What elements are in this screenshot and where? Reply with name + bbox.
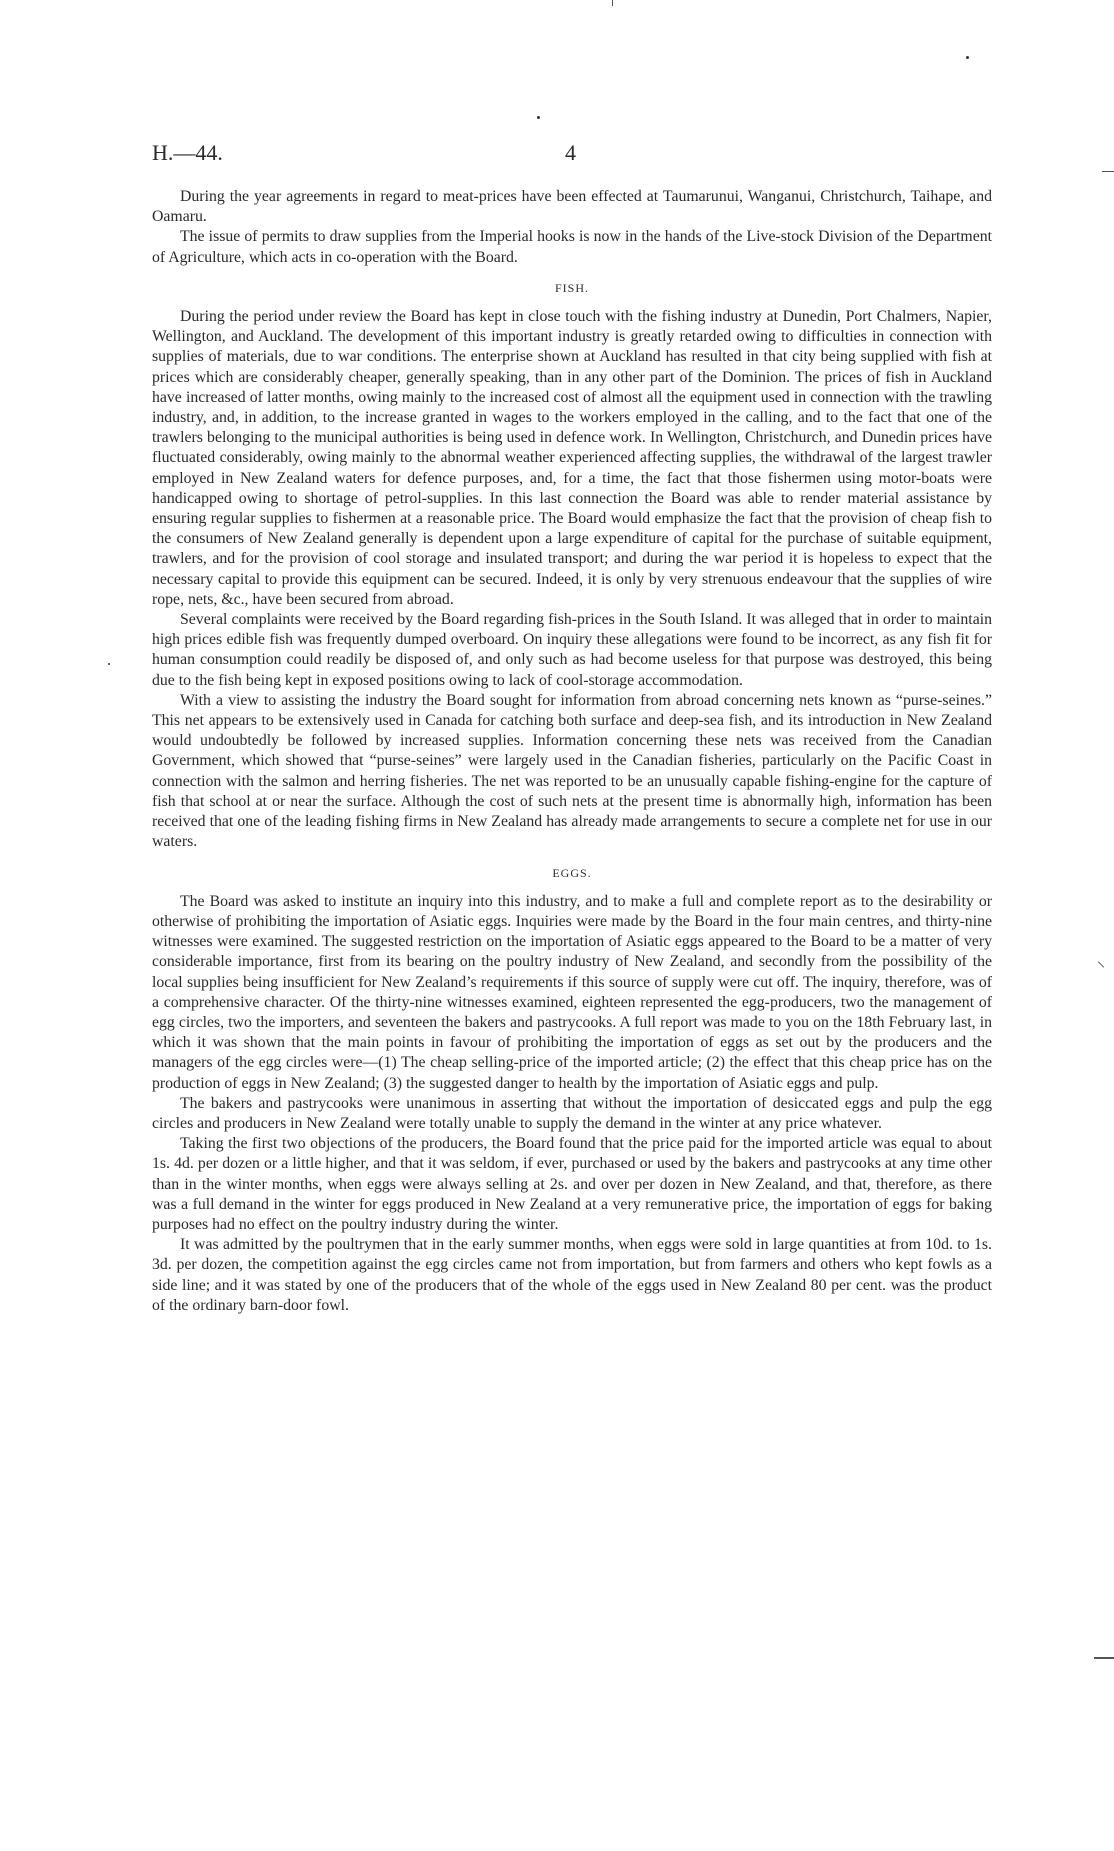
scan-artifact-dot — [966, 56, 969, 59]
section-heading-fish: FISH. — [554, 280, 589, 295]
paragraph: Several complaints were received by the Board regarding fish-prices in the South Island. It was alleged that in order to maintain high prices edible fish was frequently dumped overboard. On inquiry these allegations were found to be incorrect, as any fish fit for human consumption could readily be disposed of, and only such as had become useless for that purpose was destroyed, this being due to the fish being kept in exposed positions owing to lack of cool-storage accommodation. — [152, 611, 992, 689]
document-reference: H.—44. — [152, 140, 223, 165]
section-meat — [152, 187, 992, 268]
scan-artifact-mark — [1102, 171, 1114, 172]
paragraph: It was admitted by the poultrymen that in the early summer months, when eggs were sold in large quantities at from 10d. to 1s. 3d. per dozen, the competition against the egg circles came not from importation, but from farmers and others who kept fowls as a side line; and it was stated by one of the producers that of the whole of the eggs used in New Zealand 80 per cent. was the product of the ordinary barn-door fowl. — [152, 1236, 992, 1314]
paragraph: With a view to assisting the industry the Board sought for information from abroad concerning nets known as “purse-seines.” This net appears to be extensively used in Canada for catching both surface and deep-sea fish, and its introduction in New Zealand would undoubtedly be followed by increased supplies. Information concerning these nets was received from the Canadian Government, which showed that “purse-seines” were largely used in the Canadian fisheries, particularly on the Pacific Coast in connection with the salmon and herring fisheries. The net was reported to be an unusually capable fishing-engine for the capture of fish that school at or near the surface. Although the cost of such nets at the present time is abnormally high, information has been received that one of the leading fishing firms in New Zealand has already made arrangements to secure a complete net for use in our waters. — [152, 691, 992, 851]
section-heading-eggs: EGGS. — [552, 865, 592, 880]
page-header — [152, 140, 1002, 170]
paragraph: During the period under review the Board has kept in close touch with the fishing industry at Dunedin, Port Chalmers, Napier, Wellington, and Auckland. The development of this important industry is greatly retarded owing to difficulties in connection with supplies of materials, due to war conditions. The enterprise shown at Auckland has resulted in that city being supplied with fish at prices which are considerably cheaper, generally speaking, than in any other part of the Dominion. The prices of fish in Auckland have increased of latter months, owing mainly to the increased cost of almost all the equipment used in connection with the trawling industry, and, in addition, to the increase granted in wages to the workers employed in the calling, and to the fact that one of the trawlers belonging to the municipal authorities is being used in defence work. In Wellington, Christchurch, and Dunedin prices have fluctuated considerably, owing mainly to the abnormal weather experienced affecting supplies, the withdrawal of the largest trawler employed in New Zealand waters for defence purposes, and, for a time, the fact that those fishermen using motor-boats were handicapped owing to shortage of petrol-supplies. In this last connection the Board was able to render material assistance by ensuring regular supplies to fishermen at a reasonable price. The Board would emphasize the fact that the provision of cheap fish to the consumers of New Zealand generally is dependent upon a large expenditure of capital for the purchase of suitable equipment, trawlers, and for the provision of cool storage and insulated transport; and during the war period it is hopeless to expect that the necessary capital to provide this equipment can be secured. Indeed, it is only by very strenuous endeavour that the supplies of wire rope, nets, &c., have been secured from abroad. — [152, 308, 992, 608]
section-fish — [152, 278, 992, 853]
section-eggs — [152, 863, 992, 1316]
paragraph: The issue of permits to draw supplies from the Imperial hooks is now in the hands of the Live-stock Division of the Department of Agriculture, which acts in co-operation with the Board. — [152, 228, 992, 266]
page-number: 4 — [565, 140, 576, 165]
scan-artifact-mark — [1094, 1657, 1114, 1659]
document-body — [152, 187, 992, 1316]
scan-artifact-dot — [108, 663, 110, 665]
scan-artifact-dot — [537, 116, 540, 119]
paragraph: The bakers and pastrycooks were unanimous in asserting that without the importation of desiccated eggs and pulp the egg circles and producers in New Zealand were totally unable to supply the demand in the winter at any price whatever. — [152, 1094, 992, 1132]
scan-artifact-mark — [1098, 961, 1104, 967]
paragraph: During the year agreements in regard to meat-prices have been effected at Taumarunui, Wanganui, Christchurch, Taihape, and Oamaru. — [152, 188, 992, 226]
scan-artifact-mark — [612, 0, 613, 6]
paragraph: Taking the first two objections of the producers, the Board found that the price paid for the imported article was equal to about 1s. 4d. per dozen or a little higher, and that it was seldom, if ever, purchased or used by the bakers and pastrycooks at any time other than in the winter months, when eggs were always selling at 2s. and over per dozen in New Zealand, and that, therefore, as there was a full demand in the winter for eggs produced in New Zealand at a very remunerative price, the importation of eggs for baking purposes had no effect on the poultry industry during the winter. — [152, 1135, 992, 1233]
paragraph: The Board was asked to institute an inquiry into this industry, and to make a full and complete report as to the desirability or otherwise of prohibiting the importation of Asiatic eggs. Inquiries were made by the Board in the four main centres, and thirty-nine witnesses were examined. The suggested restriction on the importation of Asiatic eggs appeared to the Board to be a matter of very considerable importance, first from its bearing on the poultry industry of New Zealand, and secondly from the possibility of the local supplies being insufficient for New Zealand’s requirements if this source of supply were cut off. The inquiry, therefore, was of a comprehensive character. Of the thirty-nine witnesses examined, eighteen represented the egg-producers, two the management of egg circles, two the importers, and seventeen the bakers and pastrycooks. A full report was made to you on the 18th February last, in which it was shown that the main points in favour of prohibiting the importation of eggs as set out by the producers and the managers of the egg circles were—(1) The cheap selling-price of the imported article; (2) the effect that this cheap price has on the production of eggs in New Zealand; (3) the suggested danger to health by the importation of Asiatic eggs and pulp. — [152, 892, 992, 1092]
